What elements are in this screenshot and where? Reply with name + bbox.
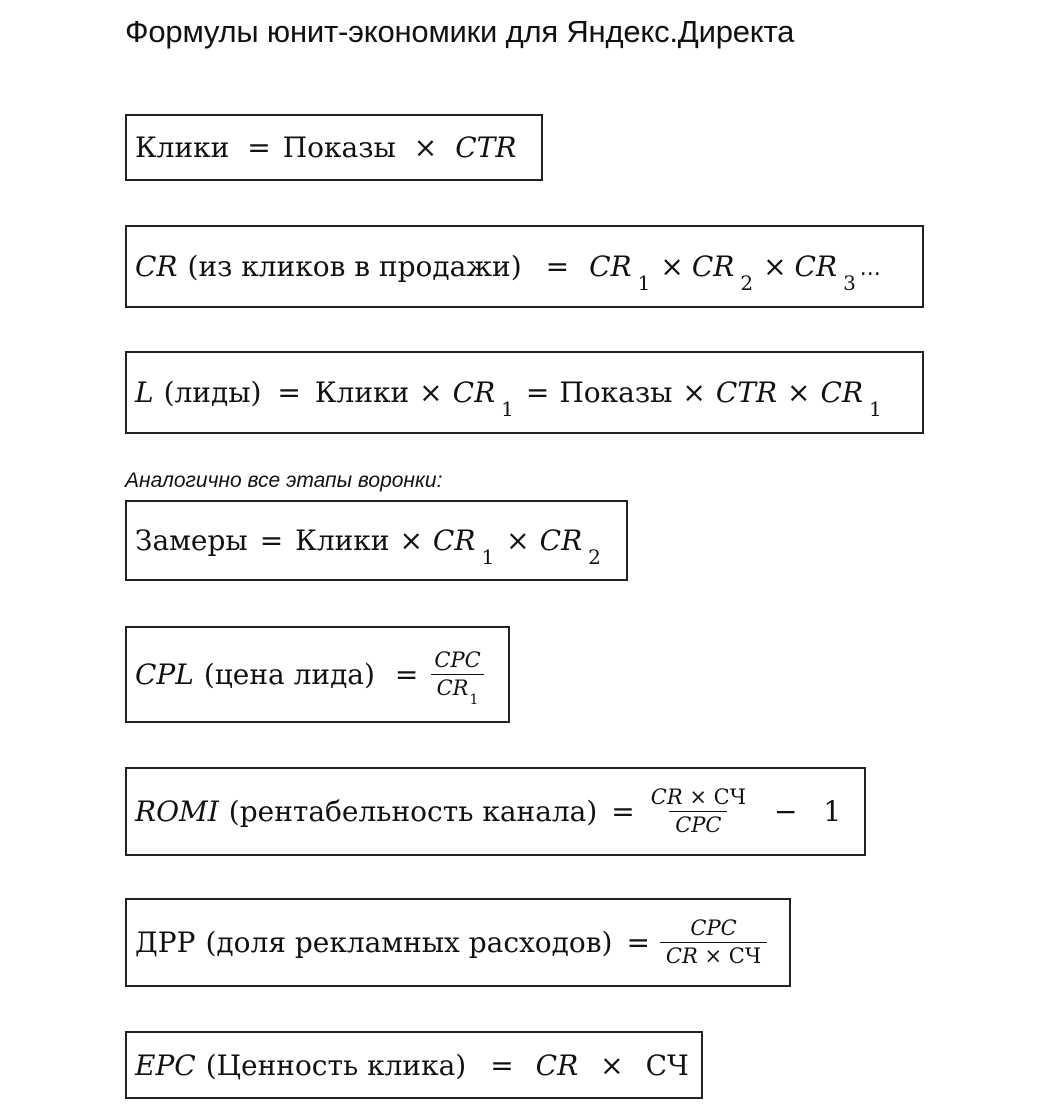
cr2-subscript: 2 — [740, 270, 754, 295]
formula-cpl — [125, 626, 510, 723]
cpl-fraction — [428, 647, 486, 708]
drr-description: (доля рекламных расходов) — [205, 926, 613, 959]
formula-conversion-rate — [125, 225, 924, 308]
cr2-term: CR — [539, 524, 583, 557]
romi-numerator — [645, 786, 752, 811]
cpc-numerator: CPC — [690, 915, 737, 940]
times-sign: × — [419, 376, 443, 409]
romi-description: (рентабельность канала) — [228, 795, 598, 828]
drr-fraction — [660, 917, 767, 968]
times-sign: × — [763, 250, 787, 283]
cr-term: CR — [665, 944, 698, 968]
average-check-term: СЧ — [645, 1048, 689, 1082]
times-sign: × — [787, 376, 811, 409]
clicks-term: Клики — [295, 524, 390, 557]
cpl-description: (цена лида) — [203, 658, 375, 691]
epc-term: EPC — [135, 1048, 196, 1082]
times-sign: × — [704, 944, 723, 968]
times-sign: × — [682, 376, 706, 409]
average-check-term: СЧ — [713, 784, 746, 809]
page-title: Формулы юнит-экономики для Яндекс.Директа — [125, 14, 795, 49]
ctr-term: CTR — [455, 131, 517, 164]
cr1-subscript: 1 — [481, 544, 495, 569]
times-sign: × — [506, 524, 530, 557]
cr-term: CR — [650, 784, 683, 809]
romi-fraction — [645, 786, 752, 837]
cr1-term: CR — [589, 250, 632, 283]
epc-description: (Ценность клика) — [205, 1048, 467, 1082]
cr1-term: CR — [452, 376, 496, 409]
equals-sign: = — [394, 658, 419, 691]
times-sign: × — [413, 131, 438, 164]
cr-term: CR — [135, 250, 178, 283]
leads-term: L — [135, 376, 154, 409]
drr-term: ДРР — [135, 926, 196, 959]
leads-description: (лиды) — [163, 376, 262, 409]
formula-clicks — [125, 114, 543, 181]
equals-sign: = — [545, 250, 570, 283]
impressions-term: Показы — [282, 131, 396, 164]
equals-sign: = — [626, 926, 650, 959]
cr1-term: CR — [432, 524, 476, 557]
equals-sign: = — [525, 376, 550, 409]
times-sign: × — [660, 250, 684, 283]
romi-term: ROMI — [135, 795, 219, 828]
equals-sign: = — [277, 376, 301, 409]
cr3-term: CR — [794, 250, 838, 283]
cr3-subscript: 3 — [843, 270, 856, 295]
formula-drr — [125, 898, 791, 987]
funnel-note: Аналогично все этапы воронки: — [125, 469, 443, 492]
clicks-term: Клики — [314, 376, 410, 409]
formula-measurements — [125, 500, 628, 581]
cr2-subscript: 2 — [588, 544, 601, 569]
drr-denominator — [660, 942, 767, 968]
times-sign: × — [689, 784, 707, 809]
cpl-term: CPL — [135, 658, 194, 691]
formula-romi — [125, 767, 866, 856]
cr-term: CR — [535, 1048, 579, 1082]
cr1-subscript: 1 — [469, 692, 479, 708]
equals-sign: = — [490, 1048, 514, 1082]
formula-leads — [125, 351, 924, 434]
cr-description: (из кликов в продажи) — [187, 250, 522, 283]
average-check-term: СЧ — [728, 944, 762, 968]
cr-term: CR — [436, 676, 469, 700]
ctr-term: CTR — [715, 376, 778, 409]
impressions-term: Показы — [559, 376, 673, 409]
cr1-term: CR — [820, 376, 864, 409]
formula-epc — [125, 1031, 703, 1099]
cr2-term: CR — [691, 250, 735, 283]
cr1-denominator — [431, 674, 485, 708]
equals-sign: = — [259, 524, 284, 557]
measurements-term: Замеры — [135, 524, 248, 557]
times-sign: × — [600, 1048, 624, 1082]
cpc-denominator: CPC — [669, 811, 727, 837]
cpc-numerator: CPC — [434, 647, 481, 672]
clicks-term: Клики — [135, 131, 230, 164]
ellipsis: ... — [859, 256, 881, 281]
times-sign: × — [399, 524, 423, 557]
minus-sign: − — [773, 795, 798, 828]
cr1-subscript: 1 — [501, 396, 514, 421]
equals-sign: = — [247, 131, 271, 164]
equals-sign: = — [611, 795, 635, 828]
one-term: 1 — [823, 795, 842, 828]
cr1-subscript: 1 — [869, 396, 882, 421]
cr1-subscript: 1 — [637, 270, 651, 295]
